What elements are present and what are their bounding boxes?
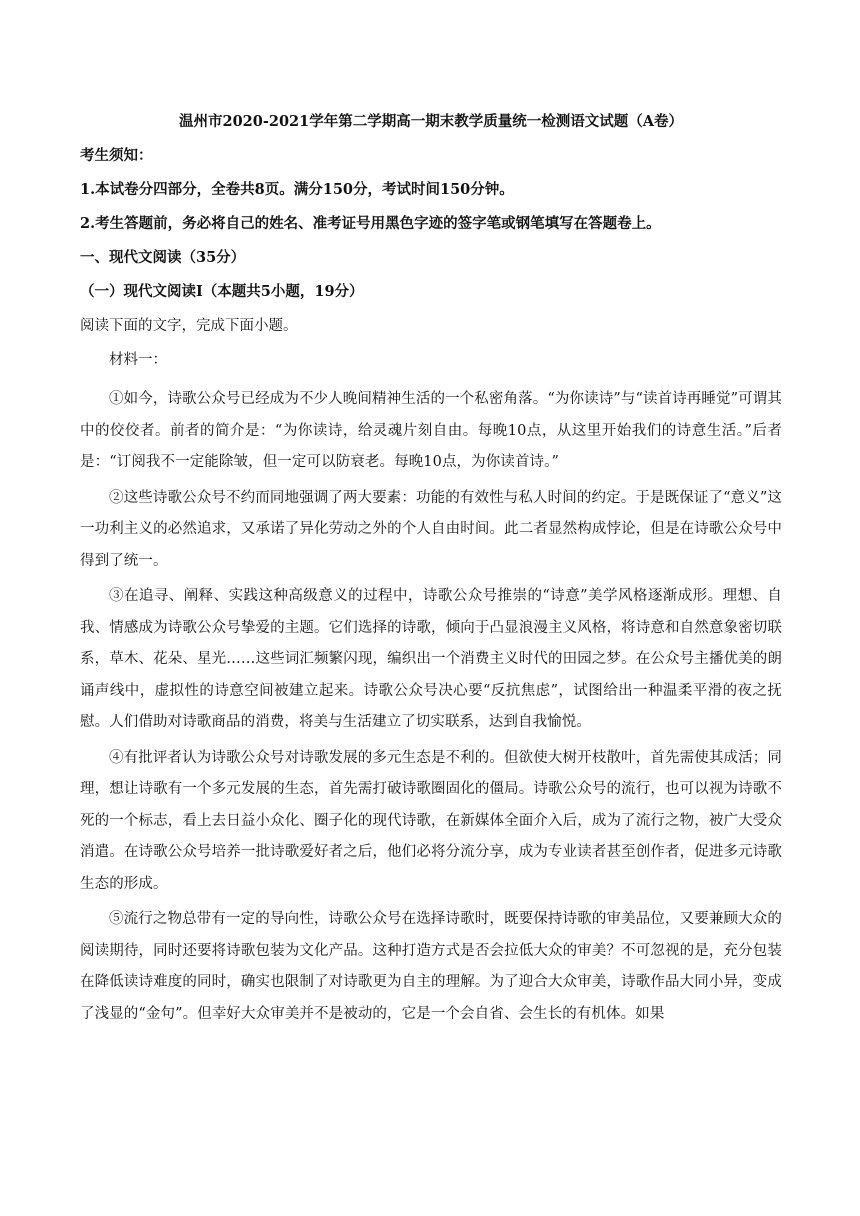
notice-item-2: 2.考生答题前，务必将自己的姓名、准考证号用黑色字迹的签字笔或钢笔填写在答题卷上。 — [80, 215, 661, 232]
paragraph-5: ⑤流行之物总带有一定的导向性，诗歌公众号在选择诗歌时，既要保持诗歌的审美品位，又要兼顾大众的阅读期待，同时还要将诗歌包装为文化产品。这种打造方式是否会拉低大众的审美？不可忽视的是，充分包装在降低读诗难度的同时，确实也限制了对诗歌更为自主的理解。为了迎合大众审美，诗歌作品大同小异，变成了浅显的“金句”。但幸好大众审美并不是被动的，它是一个会自省、会生长的有机体。如果 — [80, 911, 782, 1022]
reading-instruction: 阅读下面的文字，完成下面小题。 — [80, 318, 298, 334]
document-content — [80, 112, 782, 1030]
notice-heading: 考生须知： — [80, 147, 153, 164]
notice-item-1: 1.本试卷分四部分，全卷共8页。满分150分，考试时间150分钟。 — [80, 181, 514, 198]
material-label: 材料一： — [109, 352, 167, 368]
exam-title: 温州市2020-2021学年第二学期高一期末教学质量统一检测语文试题（A卷） — [179, 113, 683, 130]
paragraph-4: ④有批评者认为诗歌公众号对诗歌发展的多元生态是不利的。但欲使大树开枝散叶，首先需使其成活；同理，想让诗歌有一个多元发展的生态，首先需打破诗歌圈固化的僵局。诗歌公众号的流行，也可以视为诗歌不死的一个标志，看上去日益小众化、圈子化的现代诗歌，在新媒体全面介入后，成为了流行之物，被广大受众消遣。在诗歌公众号培养一批诗歌爱好者之后，他们必将分流分享，成为专业读者甚至创作者，促进多元诗歌生态的形成。 — [80, 749, 782, 892]
subsection-heading: （一）现代文阅读Ⅰ（本题共5小题，19分） — [80, 283, 364, 300]
section-heading: 一、现代文阅读（35分） — [80, 249, 246, 266]
paragraph-3: ③在追寻、阐释、实践这种高级意义的过程中，诗歌公众号推崇的“诗意”美学风格逐渐成形。理想、自我、情感成为诗歌公众号挚爱的主题。它们选择的诗歌，倾向于凸显浪漫主义风格，将诗意和自然意象密切联系，草木、花朵、星光……这些词汇频繁闪现，编织出一个消费主义时代的田园之梦。在公众号主播优美的朗诵声线中，虚拟性的诗意空间被建立起来。诗歌公众号决心要“反抗焦虑”，试图给出一种温柔平滑的夜之抚慰。人们借助对诗歌商品的消费，将美与生活建立了切实联系，达到自我愉悦。 — [80, 588, 782, 730]
paragraph-1: ①如今，诗歌公众号已经成为不少人晚间精神生活的一个私密角落。“为你读诗”与“读首诗再睡觉”可谓其中的佼佼者。前者的简介是：“为你读诗，给灵魂片刻自由。每晚10点，从这里开始我们的诗意生活。”后者是：“订阅我不一定能除皱，但一定可以防衰老。每晚10点，为你读首诗。” — [80, 391, 782, 470]
paragraph-2: ②这些诗歌公众号不约而同地强调了两大要素：功能的有效性与私人时间的约定。于是既保证了“意义”这一功利主义的必然追求，又承诺了异化劳动之外的个人自由时间。此二者显然构成悖论，但是在诗歌公众号中得到了统一。 — [80, 489, 782, 569]
